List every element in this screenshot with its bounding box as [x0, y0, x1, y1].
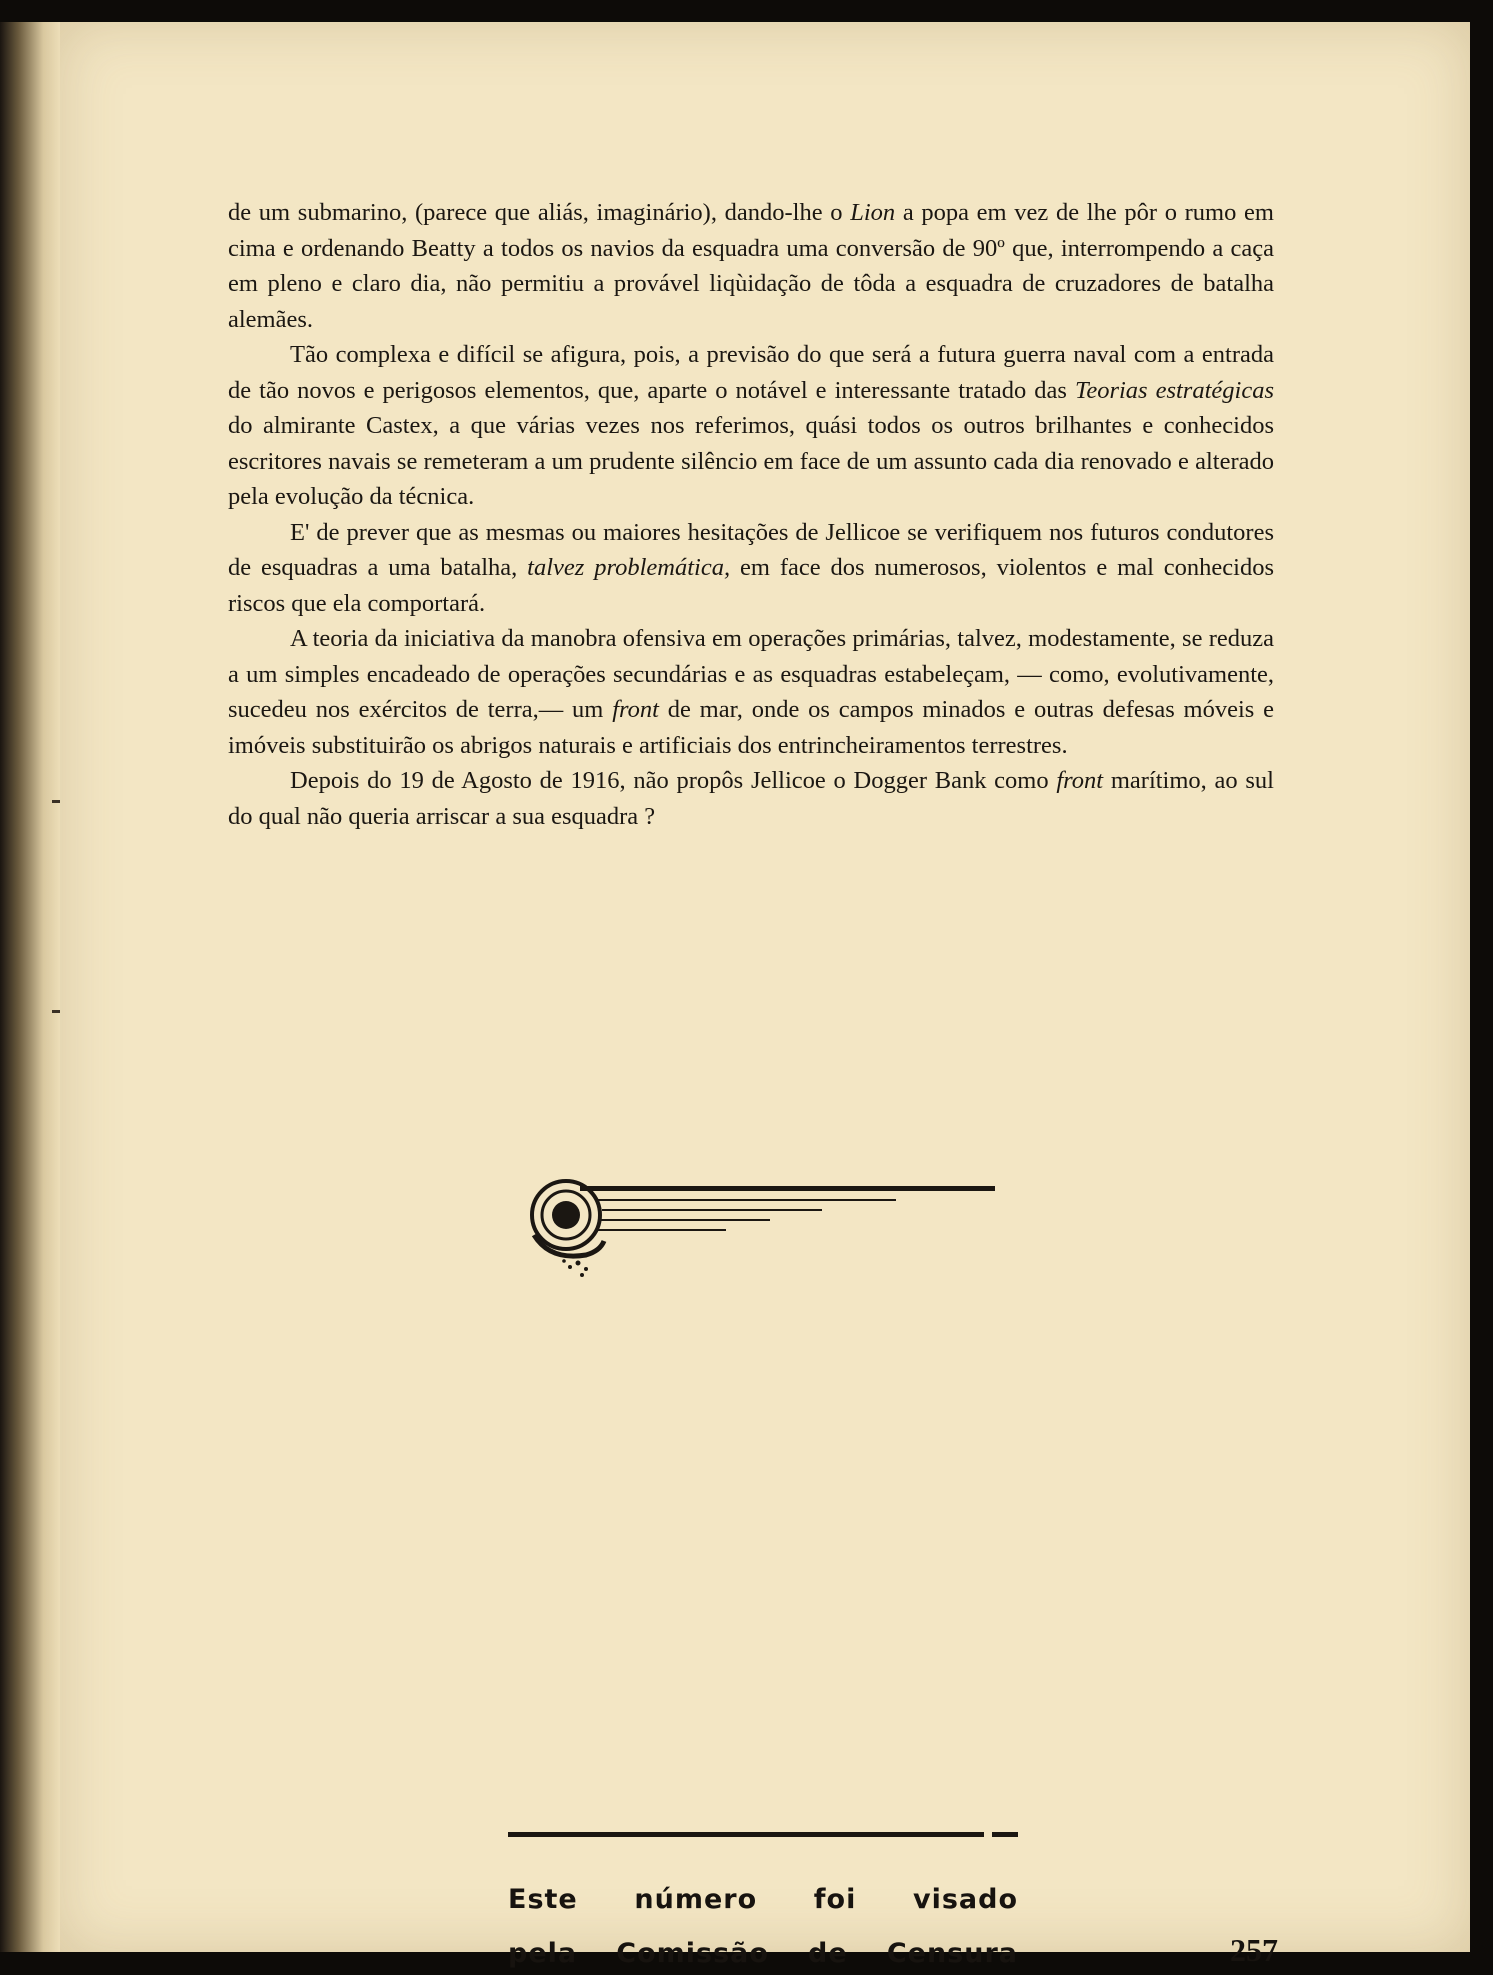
- paragraph-5: [228, 763, 1274, 834]
- body-text: [228, 195, 1274, 834]
- paragraph-4: [228, 621, 1274, 763]
- ornament-speck: [568, 1265, 572, 1269]
- italic-phrase: Teorias estratégicas: [1074, 376, 1274, 404]
- ornament-speck: [576, 1261, 581, 1266]
- italic-phrase: front: [612, 696, 659, 723]
- book-spine-shadow: [0, 22, 62, 1952]
- page-number: 257: [1230, 1932, 1278, 1968]
- text-segment: em face dos numerosos, violentos e mal conhecidos riscos que ela comportará.: [228, 554, 1274, 617]
- censorship-notice-line-2: pela Comissão de Censura: [508, 1938, 1018, 1969]
- text-segment: E' de prever que as mesmas ou maiores hesitações de Jellicoe se verifiquem nos futuros condutores de esquadras a uma batalha,: [228, 518, 1274, 581]
- italic-phrase: front: [1056, 767, 1104, 794]
- ornament-line-1: [580, 1186, 995, 1191]
- notice-rule-end: [992, 1832, 1018, 1837]
- italic-phrase: talvez problemática,: [527, 554, 731, 581]
- text-segment: marítimo, ao sul do qual não queria arriscar a sua esquadra ?: [228, 767, 1274, 830]
- censorship-notice-line-1: Este número foi visado: [508, 1884, 1018, 1915]
- ornament-line-4: [600, 1219, 770, 1221]
- italic-phrase: Lion: [850, 199, 896, 226]
- paragraph-2: [228, 337, 1274, 515]
- ornament-line-3: [602, 1209, 822, 1211]
- notice-rule: [508, 1832, 1018, 1837]
- decorative-ornament: [520, 1175, 1000, 1285]
- ornament-speck: [580, 1273, 584, 1277]
- ornament-speck: [562, 1259, 566, 1263]
- text-segment: de um submarino, (parece que aliás, imaginário), dando-lhe o: [228, 199, 851, 226]
- ornament-line-5: [596, 1229, 726, 1231]
- ornament-line-2: [596, 1199, 896, 1201]
- text-segment: Depois do 19 de Agosto de 1916, não propôs Jellicoe o Dogger Bank como: [290, 767, 1057, 794]
- paragraph-3: [228, 515, 1274, 622]
- ornament-speck: [584, 1267, 588, 1271]
- text-segment: A teoria da iniciativa da manobra ofensiva em operações primárias, talvez, modestamente, se reduza a um simples encadeado de operações secundárias e as esquadras estabeleçam, — como, evolutivamente, sucedeu nos exércitos de terra,— um: [228, 625, 1274, 723]
- paragraph-1: [228, 195, 1274, 337]
- text-segment: de mar, onde os campos minados e outras defesas móveis e imóveis substituirão os abrigos naturais e artificiais dos entrincheiramentos terrestres.: [228, 696, 1274, 759]
- notice-rule-gap: [984, 1830, 992, 1839]
- text-segment: Tão complexa e difícil se afigura, pois, a previsão do que será a futura guerra naval com a entrada de tão novos e perigosos elementos, que, aparte o notável e interessante tratado das: [228, 341, 1274, 404]
- ornament-center-dot: [552, 1201, 580, 1229]
- text-segment: a popa em vez de lhe pôr o rumo em cima e ordenando Beatty a todos os navios da esquadra uma conversão de 90º que, interrompendo a caça em pleno e claro dia, não permitiu a provável liqùidação de tôda a esquadra de cruzadores de batalha alemães.: [228, 199, 1274, 333]
- text-segment: do almirante Castex, a que várias vezes nos referimos, quási todos os outros brilhantes e conhecidos escritores navais se remeteram a um prudente silêncio em face de um assunto cada dia renovado e alterado pela evolução da técnica.: [228, 412, 1274, 510]
